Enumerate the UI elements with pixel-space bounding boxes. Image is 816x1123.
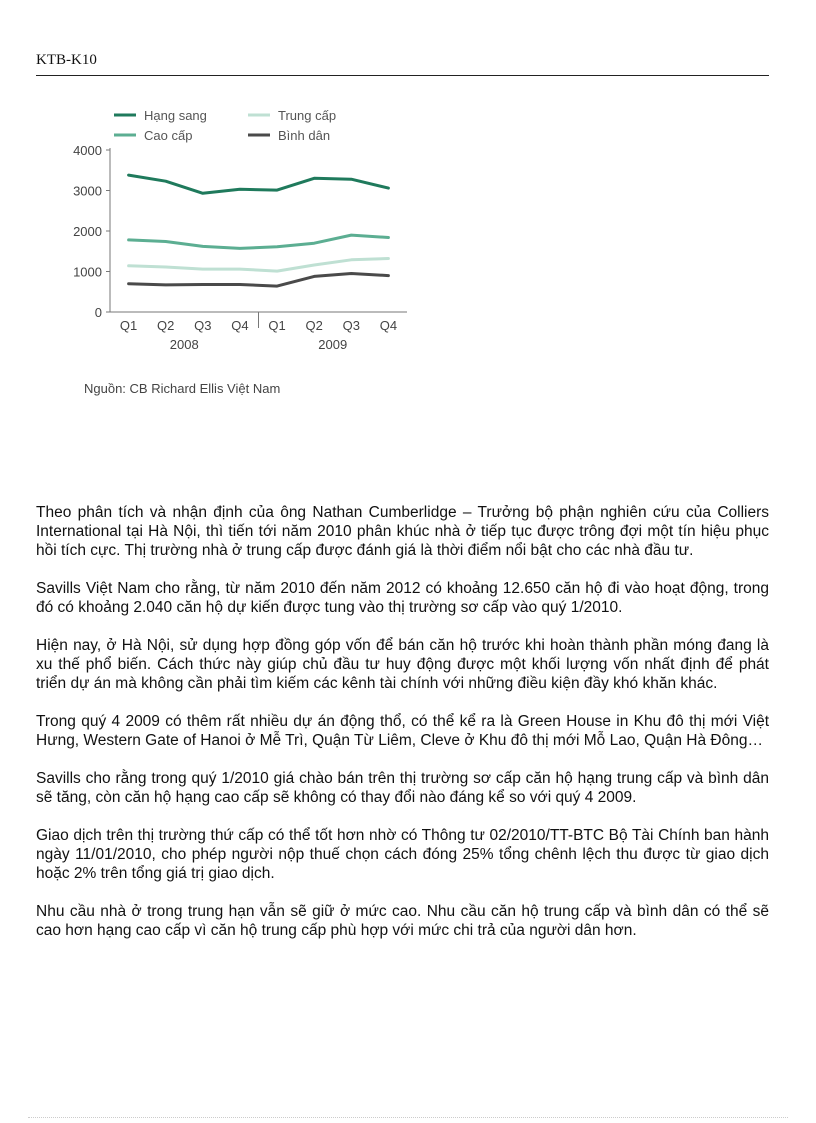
legend-label-4: Bình dân [278,128,331,143]
x-tick-label-5: Q2 [305,318,323,333]
paragraph-7: Nhu cầu nhà ở trong trung hạn vẫn sẽ giữ ở mức cao. Nhu cầu căn hộ trung cấp và bình dân có thể sẽ cao hơn hạng cao cấp vì căn hộ trung cấp phù hợp với mức chi trả của người dân hơn. [36,903,769,939]
article-body [36,503,769,959]
legend-label-3: Trung cấp [278,108,337,123]
page-bottom-border [28,1117,788,1118]
y-tick-label-2: 2000 [73,224,102,239]
header-rule [36,75,769,76]
legend-label-2: Cao cấp [144,128,193,143]
series-line-2 [129,235,389,248]
x-tick-label-0: Q1 [119,318,138,333]
price-chart-svg [70,100,430,400]
paragraph-1: Theo phân tích và nhận định của ông Nathan Cumberlidge – Trưởng bộ phận nghiên cứu của Colliers International tại Hà Nội, thì tiến tới năm 2010 phân khúc nhà ở tiếp tục được trông đợi một tín hiệu phục hồi tích cực. Thị trường nhà ở trung cấp được đánh giá là thời điểm nổi bật cho các nhà đầu tư. [36,504,769,559]
year-group-label-0: 2008 [169,337,199,352]
y-tick-label-3: 3000 [73,183,102,199]
x-tick-label-1: Q2 [157,318,175,333]
series-line-1 [129,175,389,193]
y-tick-label-1: 1000 [73,264,102,280]
paragraph-5: Savills cho rằng trong quý 1/2010 giá chào bán trên thị trường sơ cấp căn hộ hạng trung cấp và bình dân sẽ tăng, còn căn hộ hạng cao cấp sẽ không có thay đổi nào đáng kể so với quý 4 2009. [36,770,769,806]
year-group-label-1: 2009 [318,337,348,352]
legend-label-1: Hạng sang [144,108,207,123]
series-line-3 [129,259,389,272]
paragraph-6: Giao dịch trên thị trường thứ cấp có thể tốt hơn nhờ có Thông tư 02/2010/TT-BTC Bộ Tài Chính ban hành ngày 11/01/2010, cho phép người nộp thuế chọn cách đóng 25% tổng chênh lệch thu được từ giao dịch hoặc 2% trên tổng giá trị giao dịch. [36,827,769,882]
x-tick-label-4: Q1 [268,318,286,333]
paragraph-3: Hiện nay, ở Hà Nội, sử dụng hợp đồng góp vốn để bán căn hộ trước khi hoàn thành phần móng đang là xu thế phổ biến. Cách thức này giúp chủ đầu tư huy động được một khối lượng vốn nhất định để phát triển dự án mà không cần phải tìm kiếm các kênh tài chính với những điều kiện đầy khó khăn khác. [36,637,769,692]
x-tick-label-2: Q3 [194,318,212,333]
paragraph-2: Savills Việt Nam cho rằng, từ năm 2010 đến năm 2012 có khoảng 12.650 căn hộ đi vào hoạt động, trong đó có khoảng 2.040 căn hộ dự kiến được tung vào thị trường sơ cấp vào quý 1/2010. [36,580,769,616]
y-tick-label-0: 0 [94,305,102,320]
x-tick-label-6: Q3 [342,318,360,333]
series-line-4 [129,274,389,287]
price-chart [70,100,430,400]
paragraph-4: Trong quý 4 2009 có thêm rất nhiều dự án động thổ, có thể kể ra là Green House in Khu đô thị mới Việt Hưng, Western Gate of Hanoi ở Mễ Trì, Quận Từ Liêm, Cleve ở Khu đô thị mới Mỗ Lao, Quận Hà Đông… [36,713,769,749]
x-tick-label-7: Q4 [379,318,398,333]
chart-source-note: Nguồn: CB Richard Ellis Việt Nam [84,381,281,396]
document-header-code: KTB-K10 [36,52,97,68]
y-tick-label-4: 4000 [73,143,102,158]
x-tick-label-3: Q4 [231,318,249,333]
